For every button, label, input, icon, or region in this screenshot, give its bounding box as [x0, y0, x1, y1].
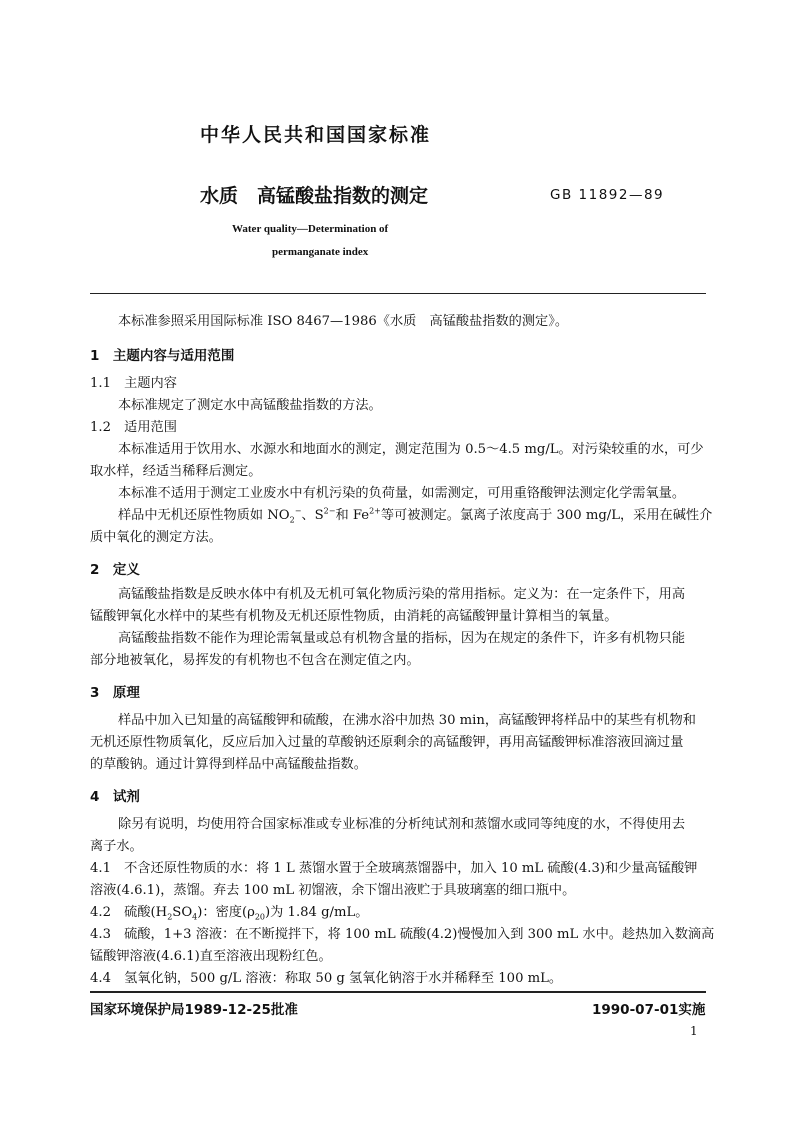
item-4-3-line1: 4.3 硫酸，1+3 溶液：在不断搅拌下，将 100 mL 硫酸(4.2)慢慢加入到 300 mL 水中。趁热加入数滴高: [90, 927, 715, 942]
section-1-1-heading: 1.1 主题内容: [90, 376, 177, 391]
header-rule: [90, 293, 706, 294]
intro-paragraph: 本标准参照采用国际标准 ISO 8467—1986《水质 高锰酸盐指数的测定》。: [118, 314, 569, 329]
section-2-para1-line1: 高锰酸盐指数是反映水体中有机及无机可氧化物质污染的常用指标。定义为：在一定条件下，用高: [118, 587, 686, 602]
approval-line: 国家环境保护局1989-12-25批准: [90, 1002, 298, 1018]
section-4-para-line1: 除另有说明，均使用符合国家标准或专业标准的分析纯试剂和蒸馏水或同等纯度的水，不得使用去: [118, 817, 686, 832]
national-standard-header: 中华人民共和国国家标准: [200, 124, 432, 146]
item-4-2: 4.2 硫酸$(H_2SO_4)$：密度$(\rho_{20})$为 1.84 g/mL。: [90, 905, 369, 922]
section-1-2-heading: 1.2 适用范围: [90, 420, 177, 435]
standard-code: GB 11892—89: [550, 187, 665, 203]
section-2-para2-line1: 高锰酸盐指数不能作为理论需氧量或总有机物含量的指标，因为在规定的条件下，许多有机物只能: [118, 631, 686, 646]
item-4-3-line2: 锰酸钾溶液(4.6.1)直至溶液出现粉红色。: [90, 949, 332, 964]
section-1-heading: 1 主题内容与适用范围: [90, 348, 235, 364]
document-title: 水质 高锰酸盐指数的测定: [200, 185, 429, 207]
page-number: 1: [690, 1024, 698, 1038]
item-4-1-line1: 4.1 不含还原性物质的水：将 1 L 蒸馏水置于全玻璃蒸馏器中，加入 10 mL 硫酸(4.3)和少量高锰酸钾: [90, 861, 698, 876]
section-2-para2-line2: 部分地被氧化，易挥发的有机物也不包含在测定值之内。: [90, 653, 420, 668]
section-1-2-para1-line2: 取水样，经适当稀释后测定。: [90, 464, 262, 479]
section-1-2-para2: 本标准不适用于测定工业废水中有机污染的负荷量，如需测定，可用重铬酸钾法测定化学需氧量。: [118, 486, 686, 501]
section-1-2-para1-line1: 本标准适用于饮用水、水源水和地面水的测定，测定范围为 0.5～4.5 mg/L。对污染较重的水，可少: [118, 442, 704, 457]
section-4-heading: 4 试剂: [90, 789, 140, 805]
section-1-2-para3-line2: 质中氧化的测定方法。: [90, 530, 222, 545]
english-title-line1: Water quality—Determination of: [232, 223, 389, 235]
section-1-2-para3-line1: 样品中无机还原性物质如 $NO_2^-$、$S^{2-}$和 $Fe^{2+}$等可被测定。氯离子浓度高于 300 mg/L，采用在碱性介: [118, 506, 713, 525]
item-4-4: 4.4 氢氧化钠，500 g/L 溶液：称取 50 g 氢氧化钠溶于水并稀释至 100 mL。: [90, 971, 563, 986]
section-1-1-text: 本标准规定了测定水中高锰酸盐指数的方法。: [118, 398, 382, 413]
section-3-para-line2: 无机还原性物质氧化，反应后加入过量的草酸钠还原剩余的高锰酸钾，再用高锰酸钾标准溶液回滴过量: [90, 735, 684, 750]
item-4-1-line2: 溶液(4.6.1)，蒸馏。弃去 100 mL 初馏液，余下馏出液贮于具玻璃塞的细口瓶中。: [90, 883, 576, 898]
section-3-heading: 3 原理: [90, 685, 140, 701]
footer-rule: [90, 991, 706, 993]
section-3-para-line1: 样品中加入已知量的高锰酸钾和硫酸，在沸水浴中加热 30 min，高锰酸钾将样品中的某些有机物和: [118, 713, 696, 728]
section-2-heading: 2 定义: [90, 562, 140, 578]
section-2-para1-line2: 锰酸钾氧化水样中的某些有机物及无机还原性物质，由消耗的高锰酸钾量计算相当的氧量。: [90, 609, 618, 624]
implementation-date: 1990-07-01实施: [592, 1002, 706, 1018]
english-title-line2: permanganate index: [272, 246, 369, 258]
section-4-para-line2: 离子水。: [90, 839, 143, 854]
section-3-para-line3: 的草酸钠。通过计算得到样品中高锰酸盐指数。: [90, 757, 367, 772]
